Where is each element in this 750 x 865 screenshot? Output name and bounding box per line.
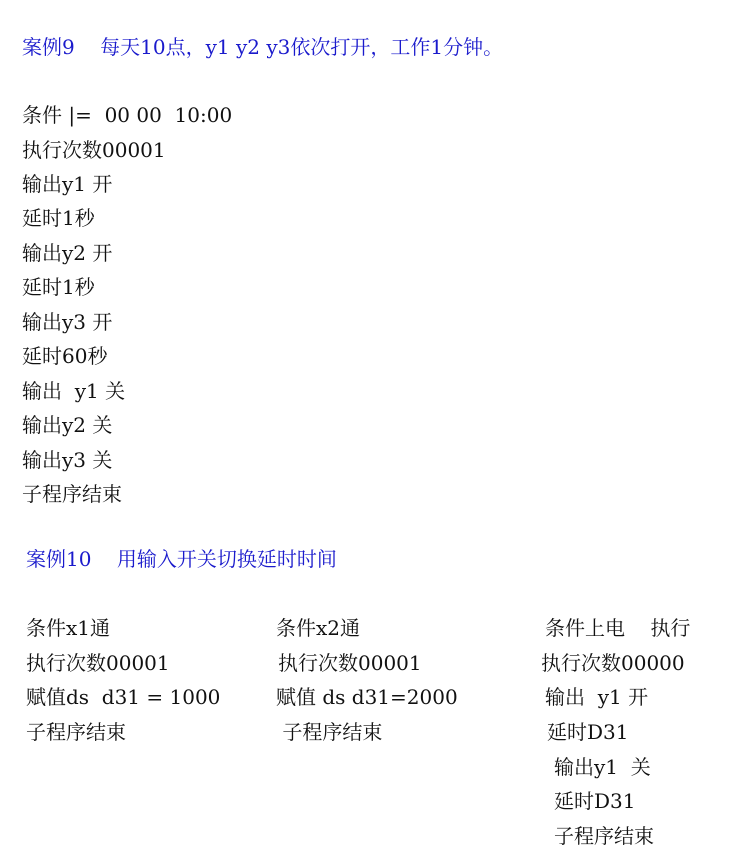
case10-col3-line: 子程序结束 [554,824,654,848]
case9-line: 输出y2 关 [22,413,113,437]
case10-col3-line: 条件上电 执行 [545,616,691,640]
case9-line: 输出y1 开 [22,172,113,196]
case9-line: 延时1秒 [22,275,95,299]
case9-line: 输出y3 关 [22,448,113,472]
case10-col2-line: 条件x2通 [276,616,361,640]
case10-col2-line: 执行次数00001 [278,651,422,675]
case10-col1-line: 执行次数00001 [26,651,170,675]
case9-line: 条件 |= 00 00 10:00 [22,103,233,127]
case10-col3-line: 输出 y1 开 [545,685,649,709]
case10-col3-line: 输出y1 关 [554,755,651,779]
case9-line: 子程序结束 [22,482,122,506]
case9-line: 执行次数00001 [22,138,166,162]
case9-line: 延时1秒 [22,206,95,230]
case9-line: 输出y2 开 [22,241,113,265]
case10-col2-line: 子程序结束 [276,720,383,744]
case9-line: 输出 y1 关 [22,379,126,403]
case10-heading: 案例10 用输入开关切换延时时间 [26,547,337,571]
case10-col3-line: 延时D31 [547,720,629,744]
case10-col3-line: 执行次数00000 [541,651,685,675]
case10-col1-line: 条件x1通 [26,616,111,640]
case9-line: 延时60秒 [22,344,108,368]
case9-heading: 案例9 每天10点，y1 y2 y3依次打开，工作1分钟。 [22,35,504,59]
case10-col2-line: 赋值 ds d31=2000 [276,685,458,709]
case10-col1-line: 赋值ds d31 = 1000 [26,685,221,709]
case9-line: 输出y3 开 [22,310,113,334]
case10-col1-line: 子程序结束 [26,720,126,744]
case10-col3-line: 延时D31 [554,789,636,813]
